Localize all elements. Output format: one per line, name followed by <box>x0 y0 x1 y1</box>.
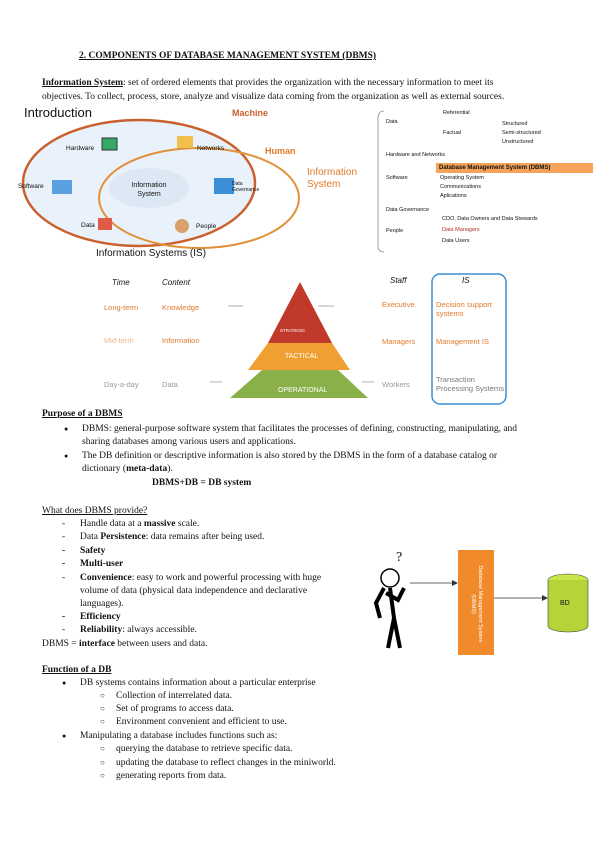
function-heading: Function of a DB <box>42 665 112 675</box>
intro-title: Introduction <box>24 105 92 120</box>
center-label: Information System <box>131 182 167 198</box>
machine-label: Machine <box>232 108 269 118</box>
info-system-line2: objectives. To collect, process, store, analyze and visualize data coming from the organization as well as external sources. <box>42 92 505 102</box>
function-bullet-2: ● Manipulating a database includes functions such as: <box>80 730 277 742</box>
people-sub-1: CDO, Data Owners and Data Stewards <box>442 216 538 222</box>
dbms-formula: DBMS+DB = DB system <box>152 478 252 488</box>
software-icon <box>52 180 72 194</box>
communications-item: Communications <box>440 184 481 190</box>
staff-managers: Managers <box>382 337 416 346</box>
structured-item: Structured <box>502 121 528 127</box>
provide-item-5-line3: languages). <box>80 599 124 609</box>
factual-item: Factual <box>443 130 462 136</box>
data-label: Data <box>81 222 95 229</box>
provide-item-6: - Efficiency <box>80 611 121 623</box>
time-header: Time <box>112 278 130 287</box>
function-sub-5: ○ updating the database to reflect changes in the miniworld. <box>116 757 336 769</box>
is-header: IS <box>462 276 470 285</box>
data-item: Data <box>386 119 398 125</box>
pyramid-diagram <box>100 270 520 410</box>
content-knowledge: Knowledge <box>162 303 200 312</box>
time-day: Day-a-day <box>104 380 139 389</box>
information-system-label: Information System <box>307 167 358 190</box>
staff-header: Staff <box>390 276 407 285</box>
thinking-person-icon <box>376 569 404 648</box>
function-sub-4: ○ querying the database to retrieve specific data. <box>116 743 292 755</box>
people-sub-3: Data Users <box>442 238 470 244</box>
networks-label: Networks <box>197 145 225 152</box>
data-governance-item: Data Governance <box>386 207 430 213</box>
function-sub-3: ○ Environment convenient and efficient to use. <box>116 716 287 728</box>
question-mark: ? <box>396 550 403 565</box>
pyramid-strategic <box>268 282 332 343</box>
semi-structured-item: Semi-structured <box>502 130 541 136</box>
is-decision: Decision support systems <box>436 300 492 318</box>
function-bullet-1: ● DB systems contains information about a particular enterprise <box>80 677 316 689</box>
content-data: Data <box>162 380 178 389</box>
unstructured-item: Unstructured <box>502 139 534 145</box>
human-label: Human <box>265 146 296 156</box>
applications-item: Aplications <box>440 193 467 199</box>
people-icon <box>175 219 189 233</box>
provide-item-5-line2: volume of data (physical data independence and declarative <box>80 586 308 596</box>
info-system-line1: Information System: set of ordered elements that provides the organization with the necessary information to meet its <box>42 78 494 88</box>
time-mid: Mid-term <box>104 336 134 345</box>
os-item: Operating System <box>440 175 485 181</box>
is-footer-label: Information Systems (IS) <box>96 248 207 259</box>
content-header: Content <box>162 278 191 287</box>
level-operational: OPERATIONAL <box>278 387 328 394</box>
provide-item-3: - Safety <box>80 545 105 557</box>
networks-icon <box>177 136 193 148</box>
provide-item-2: - Data Persistence: data remains after being used. <box>80 531 264 543</box>
is-transaction: Transaction Processing Systems <box>436 375 504 393</box>
function-sub-2: ○ Set of programs to access data. <box>116 703 234 715</box>
hardware-networks-item: Hardware and Networks <box>386 152 445 158</box>
staff-workers: Workers <box>382 380 410 389</box>
purpose-heading: Purpose of a DBMS <box>42 409 123 419</box>
function-sub-1: ○ Collection of interrelated data. <box>116 690 232 702</box>
level-tactical: TACTICAL <box>285 353 319 360</box>
people-sub-2: Data Managers <box>442 227 480 233</box>
dbms-item: Database Management System (DBMS) <box>436 163 593 173</box>
level-strategic: STRATEGIC <box>280 328 306 333</box>
function-sub-6: ○ generating reports from data. <box>116 770 226 782</box>
time-long: Long-term <box>104 303 139 312</box>
purpose-bullet-1-line1: ● DBMS: general-purpose software system that facilitates the processes of defining, constructing, manipulating, and <box>82 423 517 435</box>
dbms-interface-line: DBMS = interface between users and data. <box>42 639 208 649</box>
components-diagram <box>372 108 596 253</box>
content-information: Information <box>162 336 200 345</box>
provide-item-5: - Convenience: easy to work and powerful processing with huge <box>80 572 321 584</box>
purpose-bullet-2-line1: ● The DB definition or descriptive information is also stored by the DBMS in the form of a database catalog or <box>82 450 497 462</box>
data-governance-label: Data Governance <box>232 181 260 193</box>
software-label: Software <box>18 183 44 190</box>
hardware-label: Hardware <box>66 145 95 152</box>
dbms-side-diagram <box>360 548 590 658</box>
intro-diagram <box>14 103 364 258</box>
provide-item-4: - Multi-user <box>80 558 123 570</box>
people-item: People <box>386 228 404 234</box>
referential-item: Referential <box>443 110 470 116</box>
purpose-bullet-2-line2: dictionary (meta-data). <box>82 464 173 474</box>
provide-item-1: - Handle data at a massive scale. <box>80 518 199 530</box>
purpose-bullet-1-line2: sharing databases among various users and applications. <box>82 437 296 447</box>
hardware-icon <box>102 138 117 150</box>
provide-heading: What does DBMS provide? <box>42 506 148 516</box>
dbms-box-label: Database Management System (DBMS) <box>470 565 483 643</box>
provide-item-7: - Reliability: always accessible. <box>80 624 197 636</box>
staff-executive: Executive <box>382 300 415 309</box>
data-governance-icon <box>214 178 234 194</box>
db-label: BD <box>560 600 570 607</box>
page-title: 2. COMPONENTS OF DATABASE MANAGEMENT SYSTEM (DBMS) <box>79 51 377 61</box>
software-item: Software <box>386 175 408 181</box>
data-icon <box>98 218 112 230</box>
is-management: Management IS <box>436 337 489 346</box>
people-label: People <box>196 223 217 230</box>
